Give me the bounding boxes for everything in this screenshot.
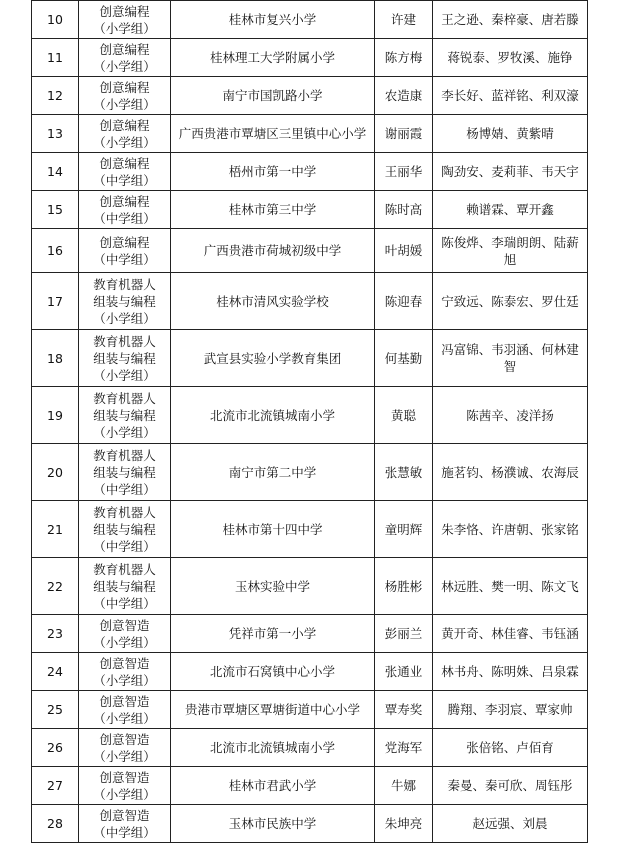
row-number: 23 <box>32 615 79 653</box>
category-line: 教育机器人 <box>93 561 156 577</box>
advisor-teacher: 党海军 <box>375 729 433 767</box>
category-line: （中学组） <box>93 210 156 226</box>
advisor-teacher: 许建 <box>375 1 433 39</box>
competition-category <box>79 115 171 153</box>
student-names: 秦曼、秦可欣、周钰彤 <box>433 767 588 805</box>
table-row <box>32 191 588 229</box>
competition-category <box>79 767 171 805</box>
row-number: 11 <box>32 39 79 77</box>
table-row <box>32 805 588 843</box>
table-row <box>32 1 588 39</box>
category-line: 创意编程 <box>99 41 150 57</box>
competition-category <box>79 273 171 330</box>
category-line: （中学组） <box>93 172 156 188</box>
school-name: 北流市北流镇城南小学 <box>171 729 375 767</box>
competition-category <box>79 229 171 273</box>
advisor-teacher: 何基勤 <box>375 330 433 387</box>
category-line: （小学组） <box>93 786 156 802</box>
student-names: 赵远强、刘晨 <box>433 805 588 843</box>
table-row <box>32 330 588 387</box>
category-line: 组装与编程 <box>93 407 156 423</box>
school-name: 玉林实验中学 <box>171 558 375 615</box>
category-line: （中学组） <box>93 824 156 840</box>
competition-category <box>79 39 171 77</box>
category-line: （小学组） <box>93 367 156 383</box>
school-name: 桂林市复兴小学 <box>171 1 375 39</box>
school-name: 凭祥市第一小学 <box>171 615 375 653</box>
advisor-teacher: 张通业 <box>375 653 433 691</box>
school-name: 武宣县实验小学教育集团 <box>171 330 375 387</box>
advisor-teacher: 农造康 <box>375 77 433 115</box>
row-number: 12 <box>32 77 79 115</box>
table-row <box>32 273 588 330</box>
category-line: （中学组） <box>93 251 156 267</box>
category-line: （中学组） <box>93 595 156 611</box>
category-line: 创意智造 <box>99 617 150 633</box>
student-names: 杨博婧、黄紫晴 <box>433 115 588 153</box>
school-name: 梧州市第一中学 <box>171 153 375 191</box>
advisor-teacher: 彭丽兰 <box>375 615 433 653</box>
table-row <box>32 153 588 191</box>
competition-category <box>79 691 171 729</box>
student-names: 陶劲安、麦莉菲、韦天宇 <box>433 153 588 191</box>
student-names: 腾翔、李羽宸、覃家帅 <box>433 691 588 729</box>
school-name: 广西贵港市荷城初级中学 <box>171 229 375 273</box>
row-number: 10 <box>32 1 79 39</box>
competition-category <box>79 444 171 501</box>
category-line: 创意智造 <box>99 807 150 823</box>
competition-category <box>79 191 171 229</box>
school-name: 桂林市第三中学 <box>171 191 375 229</box>
advisor-teacher: 陈方梅 <box>375 39 433 77</box>
table-row <box>32 229 588 273</box>
row-number: 17 <box>32 273 79 330</box>
school-name: 南宁市国凯路小学 <box>171 77 375 115</box>
advisor-teacher: 陈迎春 <box>375 273 433 330</box>
category-line: 创意编程 <box>99 117 150 133</box>
advisor-teacher: 杨胜彬 <box>375 558 433 615</box>
student-names: 林远胜、樊一明、陈文飞 <box>433 558 588 615</box>
student-names: 冯富锦、韦羽涵、何林建智 <box>433 330 588 387</box>
row-number: 26 <box>32 729 79 767</box>
student-names: 王之逊、秦梓豪、唐若滕 <box>433 1 588 39</box>
category-line: （小学组） <box>93 96 156 112</box>
advisor-teacher: 叶胡媛 <box>375 229 433 273</box>
category-line: （中学组） <box>93 481 156 497</box>
student-names: 施茗钧、杨濮诚、农海辰 <box>433 444 588 501</box>
competition-category <box>79 1 171 39</box>
school-name: 北流市石窝镇中心小学 <box>171 653 375 691</box>
category-line: （小学组） <box>93 672 156 688</box>
table-row <box>32 767 588 805</box>
row-number: 25 <box>32 691 79 729</box>
school-name: 北流市北流镇城南小学 <box>171 387 375 444</box>
table-row <box>32 558 588 615</box>
category-line: （小学组） <box>93 134 156 150</box>
school-name: 广西贵港市覃塘区三里镇中心小学 <box>171 115 375 153</box>
advisor-teacher: 谢丽霞 <box>375 115 433 153</box>
school-name: 桂林市君武小学 <box>171 767 375 805</box>
student-names: 陈俊烨、李瑞朗朗、陆薪旭 <box>433 229 588 273</box>
table-row <box>32 39 588 77</box>
competition-category <box>79 387 171 444</box>
table-row <box>32 387 588 444</box>
row-number: 14 <box>32 153 79 191</box>
competition-category <box>79 330 171 387</box>
school-name: 桂林理工大学附属小学 <box>171 39 375 77</box>
category-line: 教育机器人 <box>93 276 156 292</box>
row-number: 24 <box>32 653 79 691</box>
category-line: 创意编程 <box>99 79 150 95</box>
category-line: 教育机器人 <box>93 333 156 349</box>
advisor-teacher: 覃寿奖 <box>375 691 433 729</box>
row-number: 21 <box>32 501 79 558</box>
category-line: 组装与编程 <box>93 578 156 594</box>
row-number: 27 <box>32 767 79 805</box>
award-table <box>31 0 588 843</box>
category-line: 组装与编程 <box>93 521 156 537</box>
table-row <box>32 444 588 501</box>
category-line: 创意智造 <box>99 769 150 785</box>
category-line: 创意编程 <box>99 234 150 250</box>
advisor-teacher: 童明辉 <box>375 501 433 558</box>
row-number: 16 <box>32 229 79 273</box>
category-line: 组装与编程 <box>93 350 156 366</box>
school-name: 桂林市清风实验学校 <box>171 273 375 330</box>
competition-category <box>79 77 171 115</box>
competition-category <box>79 501 171 558</box>
student-names: 黄开奇、林佳睿、韦钰涵 <box>433 615 588 653</box>
category-line: （中学组） <box>93 538 156 554</box>
category-line: （小学组） <box>93 710 156 726</box>
competition-category <box>79 729 171 767</box>
row-number: 28 <box>32 805 79 843</box>
category-line: （小学组） <box>93 310 156 326</box>
competition-category <box>79 653 171 691</box>
category-line: 创意智造 <box>99 655 150 671</box>
student-names: 林书舟、陈明姝、吕泉霖 <box>433 653 588 691</box>
row-number: 18 <box>32 330 79 387</box>
category-line: （小学组） <box>93 424 156 440</box>
advisor-teacher: 张慧敏 <box>375 444 433 501</box>
category-line: （小学组） <box>93 634 156 650</box>
category-line: （小学组） <box>93 748 156 764</box>
row-number: 20 <box>32 444 79 501</box>
advisor-teacher: 陈时高 <box>375 191 433 229</box>
row-number: 22 <box>32 558 79 615</box>
category-line: 创意智造 <box>99 731 150 747</box>
table-row <box>32 653 588 691</box>
category-line: 创意编程 <box>99 3 150 19</box>
school-name: 玉林市民族中学 <box>171 805 375 843</box>
student-names: 宁致远、陈泰宏、罗仕廷 <box>433 273 588 330</box>
category-line: 教育机器人 <box>93 390 156 406</box>
student-names: 陈茜辛、凌洋扬 <box>433 387 588 444</box>
student-names: 朱李恪、许唐朝、张家铭 <box>433 501 588 558</box>
category-line: 组装与编程 <box>93 464 156 480</box>
table-row <box>32 615 588 653</box>
student-names: 张倍铭、卢佰育 <box>433 729 588 767</box>
award-table-body <box>32 1 588 843</box>
category-line: 创意编程 <box>99 155 150 171</box>
row-number: 13 <box>32 115 79 153</box>
table-row <box>32 729 588 767</box>
competition-category <box>79 615 171 653</box>
school-name: 南宁市第二中学 <box>171 444 375 501</box>
category-line: 教育机器人 <box>93 447 156 463</box>
advisor-teacher: 王丽华 <box>375 153 433 191</box>
category-line: 组装与编程 <box>93 293 156 309</box>
category-line: （小学组） <box>93 58 156 74</box>
competition-category <box>79 805 171 843</box>
category-line: （小学组） <box>93 20 156 36</box>
category-line: 创意编程 <box>99 193 150 209</box>
table-row <box>32 115 588 153</box>
competition-category <box>79 558 171 615</box>
student-names: 蒋锐泰、罗牧溪、施铮 <box>433 39 588 77</box>
row-number: 15 <box>32 191 79 229</box>
table-row <box>32 77 588 115</box>
advisor-teacher: 黄聪 <box>375 387 433 444</box>
school-name: 贵港市覃塘区覃塘街道中心小学 <box>171 691 375 729</box>
school-name: 桂林市第十四中学 <box>171 501 375 558</box>
advisor-teacher: 牛娜 <box>375 767 433 805</box>
table-row <box>32 501 588 558</box>
category-line: 教育机器人 <box>93 504 156 520</box>
student-names: 赖谱霖、覃开鑫 <box>433 191 588 229</box>
advisor-teacher: 朱坤亮 <box>375 805 433 843</box>
table-row <box>32 691 588 729</box>
competition-category <box>79 153 171 191</box>
student-names: 李长好、蓝祥铭、利双濠 <box>433 77 588 115</box>
category-line: 创意智造 <box>99 693 150 709</box>
row-number: 19 <box>32 387 79 444</box>
